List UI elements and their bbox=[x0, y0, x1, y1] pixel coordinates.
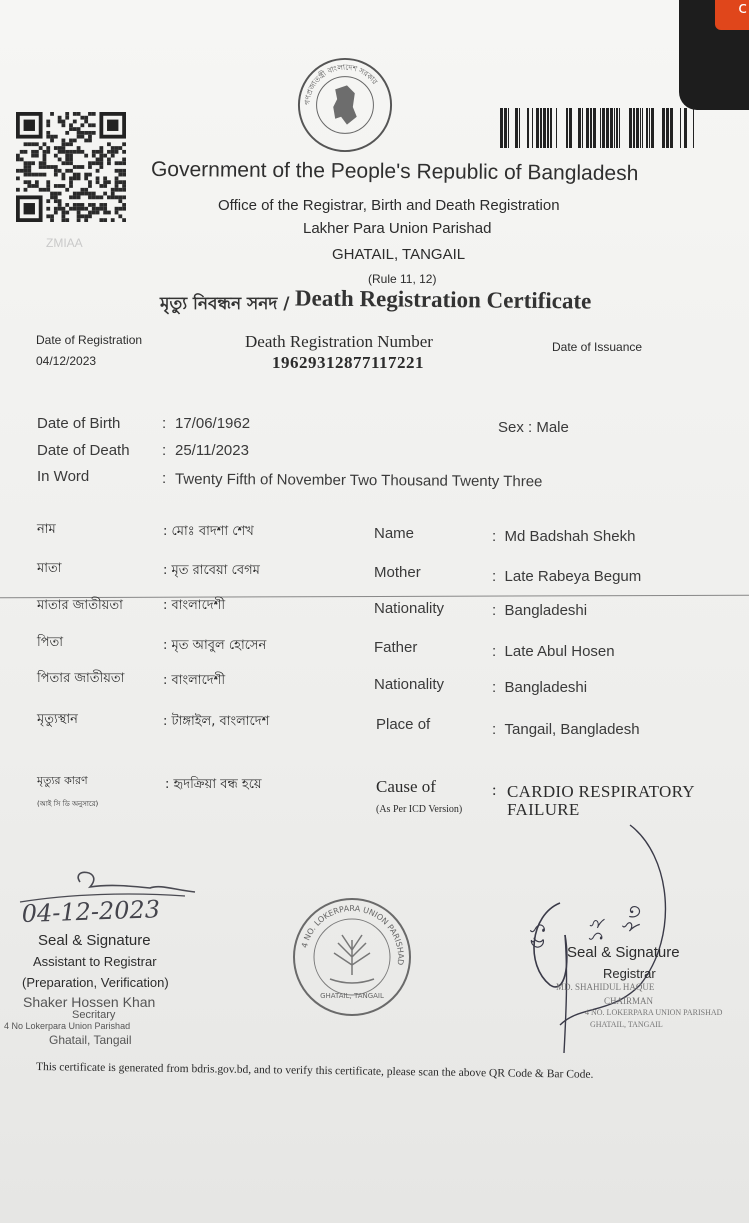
bn-value-mother-nationality: : বাংলাদেশী bbox=[163, 598, 226, 613]
en-label-father-nationality: Nationality bbox=[374, 676, 445, 693]
title-bangla: মৃত্যু নিবন্ধন সনদ / bbox=[160, 294, 290, 314]
svg-text:১২: ১২ bbox=[583, 916, 608, 944]
left-place: Ghatail, Tangail bbox=[49, 1033, 132, 1047]
office-title: Office of the Registrar, Birth and Death Registration bbox=[218, 197, 560, 214]
bn-label-cause: মৃত্যুর কারণ bbox=[37, 774, 88, 787]
union-parishad-stamp bbox=[290, 895, 414, 1019]
bn-label-place: মৃত্যুস্থান bbox=[37, 712, 78, 727]
footer-verification-note: This certificate is generated from bdris.gov.bd, and to verify this certificate, please scan the above QR Code & Bar Code. bbox=[35, 1061, 594, 1081]
bn-value-father: : মৃত আবুল হোসেন bbox=[163, 638, 267, 653]
en-label-name: Name bbox=[374, 525, 415, 542]
bn-label-name: নাম bbox=[37, 522, 56, 537]
left-role: Assistant to Registrar bbox=[33, 954, 157, 969]
union-name: Lakher Para Union Parishad bbox=[303, 220, 492, 237]
en-value-place: : Tangail, Bangladesh bbox=[492, 721, 640, 738]
en-value-cause-line2: FAILURE bbox=[507, 800, 580, 819]
en-label-cause: Cause of bbox=[376, 777, 436, 796]
left-seal-label: Seal & Signature bbox=[38, 932, 151, 949]
en-value-cause-line1: CARDIO RESPIRATORY bbox=[507, 782, 695, 801]
en-value-father: : Late Abul Hosen bbox=[492, 643, 615, 660]
location: GHATAIL, TANGAIL bbox=[332, 246, 466, 263]
right-seal-label: Seal & Signature bbox=[567, 944, 680, 961]
bn-label-father: পিতা bbox=[37, 635, 64, 650]
rule: (Rule 11, 12) bbox=[368, 272, 437, 286]
government-emblem bbox=[296, 56, 394, 154]
registrar-stamp-line1: MD. SHAHIDUL HAQUE bbox=[556, 982, 655, 992]
government-title: Government of the People's Republic of Bangladesh bbox=[150, 157, 639, 186]
svg-text:৫১: ৫১ bbox=[525, 920, 551, 951]
right-role: Registrar bbox=[603, 966, 656, 981]
left-title: Secritary bbox=[72, 1009, 116, 1021]
qr-code bbox=[14, 112, 128, 222]
svg-text:২৩: ২৩ bbox=[616, 901, 650, 938]
death-registration-number: 19629312877117221 bbox=[272, 353, 425, 372]
title-english: Death Registration Certificate bbox=[294, 285, 592, 314]
left-handwritten-signature bbox=[10, 862, 210, 932]
death-registration-number-label: Death Registration Number bbox=[245, 332, 433, 351]
registrar-stamp-line2: CHAIRMAN bbox=[604, 996, 654, 1006]
registrar-stamp-line3: 4 NO. LOKERPARA UNION PARISHAD bbox=[585, 1008, 723, 1017]
issuance-date-label: Date of Issuance bbox=[552, 340, 643, 354]
bn-label-mother-nationality: মাতার জাতীয়তা bbox=[37, 598, 123, 613]
in-word-value: Twenty Fifth of November Two Thousand Twenty Three bbox=[174, 470, 543, 491]
left-office: 4 No Lokerpara Union Parishad bbox=[4, 1021, 131, 1031]
in-word-label: In Word bbox=[37, 468, 90, 485]
colon: : bbox=[492, 782, 497, 799]
en-label-mother-nationality: Nationality bbox=[374, 600, 445, 617]
barcode bbox=[500, 108, 698, 148]
bn-value-place: : টাঙ্গাইল, বাংলাদেশ bbox=[163, 714, 270, 729]
registrar-stamp-line4: GHATAIL, TANGAIL bbox=[590, 1020, 663, 1029]
stamp-bottom-text: GHATAIL, TANGAIL bbox=[320, 992, 384, 1000]
en-label-place: Place of bbox=[376, 716, 431, 733]
left-name: Shaker Hossen Khan bbox=[23, 994, 156, 1010]
en-value-father-nationality: : Bangladeshi bbox=[492, 679, 588, 696]
bn-value-mother: : মৃত রাবেয়া বেগম bbox=[163, 563, 260, 578]
en-value-mother-nationality: : Bangladeshi bbox=[492, 602, 588, 619]
bn-value-name: : মোঃ বাদশা শেখ bbox=[163, 524, 254, 539]
en-label-mother: Mother bbox=[374, 564, 421, 581]
en-value-name: : Md Badshah Shekh bbox=[492, 528, 636, 545]
bn-value-father-nationality: : বাংলাদেশী bbox=[163, 673, 226, 688]
device-orange-tab: c bbox=[715, 0, 749, 30]
qr-caption: ZMIAA bbox=[46, 236, 83, 250]
birth-date-label: Date of Birth bbox=[37, 415, 121, 432]
death-date-label: Date of Death bbox=[37, 442, 130, 459]
left-role-sub: (Preparation, Verification) bbox=[22, 975, 169, 990]
en-value-mother: : Late Rabeya Begum bbox=[492, 568, 642, 585]
en-label-father: Father bbox=[374, 639, 418, 656]
bn-label-mother: মাতা bbox=[37, 561, 62, 576]
registration-date-value: 04/12/2023 bbox=[36, 354, 97, 368]
registration-date-label: Date of Registration bbox=[36, 333, 143, 347]
sex: Sex : Male bbox=[498, 419, 569, 436]
corner-device bbox=[679, 0, 749, 110]
bn-value-cause: : হৃদক্রিয়া বন্ধ হয়ে bbox=[165, 777, 262, 792]
stamp-ring-text: 4 NO. LOKERPARA UNION PARISHAD bbox=[299, 903, 406, 966]
bn-label-cause-sub: (আই সি ডি অনুসারে) bbox=[37, 800, 99, 808]
birth-date-value: 17/06/1962 bbox=[175, 415, 251, 432]
death-date-value: 25/11/2023 bbox=[175, 442, 249, 459]
colon: : bbox=[162, 442, 167, 459]
bn-label-father-nationality: পিতার জাতীয়তা bbox=[37, 671, 125, 686]
colon: : bbox=[162, 470, 167, 487]
handwritten-date: 04-12-2023 bbox=[21, 895, 161, 928]
en-label-cause-sub: (As Per ICD Version) bbox=[376, 804, 463, 815]
emblem-ring-text: গণপ্রজাতন্ত্রী বাংলাদেশ সরকার bbox=[302, 62, 380, 106]
colon: : bbox=[162, 415, 167, 432]
